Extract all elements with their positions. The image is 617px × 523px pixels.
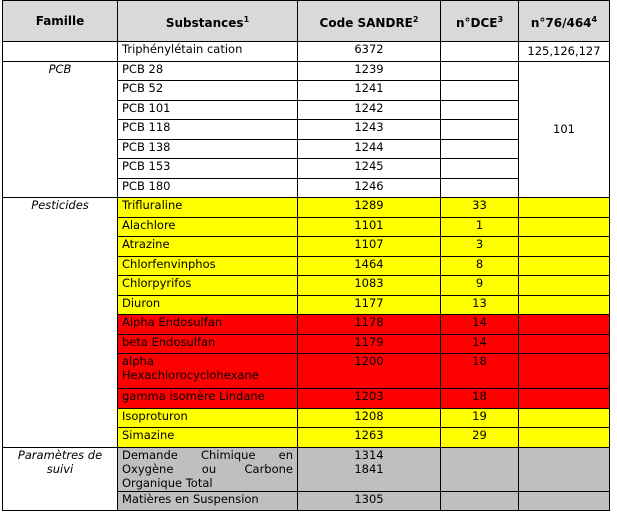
n76-pcb: 101 bbox=[519, 61, 610, 198]
header-row bbox=[3, 1, 610, 42]
table-row bbox=[3, 42, 610, 62]
n76-cell bbox=[519, 276, 610, 296]
substance-cell: PCB 138 bbox=[118, 139, 298, 159]
header-famille bbox=[3, 1, 118, 42]
header-76-label: n°76/464 bbox=[530, 15, 592, 30]
dce-cell: 29 bbox=[441, 428, 519, 448]
substance-cell: Alachlore bbox=[118, 217, 298, 237]
dce-cell bbox=[441, 61, 519, 81]
dce-cell: 14 bbox=[441, 315, 519, 335]
code-cell: 1244 bbox=[298, 139, 441, 159]
dce-cell bbox=[441, 447, 519, 491]
header-dce-note: 3 bbox=[497, 14, 504, 24]
code-cell: 1179 bbox=[298, 334, 441, 354]
code-cell: 1464 bbox=[298, 256, 441, 276]
header-76-464 bbox=[519, 1, 610, 42]
substance-cell: Chlorfenvinphos bbox=[118, 256, 298, 276]
code-cell: 1200 bbox=[298, 354, 441, 389]
n76-cell bbox=[519, 354, 610, 389]
header-dce-label: n°DCE bbox=[455, 15, 498, 30]
substance-cell: PCB 180 bbox=[118, 178, 298, 198]
code-cell: 1305 bbox=[298, 491, 441, 511]
substance-cell: PCB 153 bbox=[118, 159, 298, 179]
dce-cell: 18 bbox=[441, 354, 519, 389]
substance-line: alpha bbox=[122, 354, 154, 368]
header-code-note: 2 bbox=[412, 14, 419, 24]
header-dce bbox=[441, 1, 519, 42]
n76-cell bbox=[519, 198, 610, 218]
dce-cell: 33 bbox=[441, 198, 519, 218]
substance-line: Hexachlorocyclohexane bbox=[122, 368, 259, 382]
substance-cell: gamma isomère Lindane bbox=[118, 389, 298, 409]
code-cell: 1263 bbox=[298, 428, 441, 448]
table-row bbox=[3, 61, 610, 81]
n76-cell bbox=[519, 315, 610, 335]
n76-cell bbox=[519, 237, 610, 257]
famille-pesticides: Pesticides bbox=[3, 198, 118, 448]
dce-cell bbox=[441, 159, 519, 179]
dce-cell: 1 bbox=[441, 217, 519, 237]
substances-table bbox=[2, 0, 610, 511]
code-cell: 1246 bbox=[298, 178, 441, 198]
dce-cell bbox=[441, 100, 519, 120]
dce-cell bbox=[441, 120, 519, 140]
dce-cell: 3 bbox=[441, 237, 519, 257]
code-cell: 1177 bbox=[298, 295, 441, 315]
dce-cell bbox=[441, 178, 519, 198]
header-76-note: 4 bbox=[591, 14, 598, 24]
n76-cell bbox=[519, 389, 610, 409]
code-cell: 1289 bbox=[298, 198, 441, 218]
dce-cell: 19 bbox=[441, 408, 519, 428]
n76-cell bbox=[519, 295, 610, 315]
dce-cell: 13 bbox=[441, 295, 519, 315]
substance-cell: Alpha Endosulfan bbox=[118, 315, 298, 335]
code-cell: 1208 bbox=[298, 408, 441, 428]
substance-cell: Chlorpyrifos bbox=[118, 276, 298, 296]
code-cell: 1083 bbox=[298, 276, 441, 296]
famille-parametres-suivi: Paramètres de suivi bbox=[3, 447, 118, 511]
n76-cell bbox=[519, 256, 610, 276]
header-substances bbox=[118, 1, 298, 42]
dce-cell bbox=[441, 81, 519, 101]
code-cell: 1178 bbox=[298, 315, 441, 335]
header-substances-note: 1 bbox=[243, 14, 250, 24]
substance-cell: PCB 101 bbox=[118, 100, 298, 120]
code-cell bbox=[298, 447, 441, 491]
n76-cell bbox=[519, 447, 610, 491]
dce-cell: 18 bbox=[441, 389, 519, 409]
code-cell: 1203 bbox=[298, 389, 441, 409]
code-cell: 1239 bbox=[298, 61, 441, 81]
header-famille-label: Famille bbox=[35, 14, 85, 28]
header-substances-label: Substances bbox=[165, 15, 244, 30]
substance-cell: Atrazine bbox=[118, 237, 298, 257]
code-cell: 1101 bbox=[298, 217, 441, 237]
dce-cell: 9 bbox=[441, 276, 519, 296]
header-code-label: Code SANDRE bbox=[319, 15, 413, 30]
substance-cell: Trifluraline bbox=[118, 198, 298, 218]
code-cell: 6372 bbox=[298, 42, 441, 62]
substance-cell: Diuron bbox=[118, 295, 298, 315]
dce-cell bbox=[441, 491, 519, 511]
substance-cell: Matières en Suspension bbox=[118, 491, 298, 511]
substance-cell: Simazine bbox=[118, 428, 298, 448]
dce-cell: 8 bbox=[441, 256, 519, 276]
code-cell: 1242 bbox=[298, 100, 441, 120]
substance-cell: beta Endosulfan bbox=[118, 334, 298, 354]
substance-cell: PCB 118 bbox=[118, 120, 298, 140]
substance-cell: Triphénylétain cation bbox=[118, 42, 298, 62]
substance-cell: PCB 28 bbox=[118, 61, 298, 81]
famille-pcb: PCB bbox=[3, 61, 118, 198]
dce-cell bbox=[441, 139, 519, 159]
code-cell: 1107 bbox=[298, 237, 441, 257]
n76-cell bbox=[519, 334, 610, 354]
n76-cell: 125,126,127 bbox=[519, 42, 610, 62]
n76-cell bbox=[519, 491, 610, 511]
substance-cell: Demande Chimique en Oxygène ou Carbone Organique Total bbox=[118, 447, 298, 491]
table-row bbox=[3, 447, 610, 491]
code-cell: 1241 bbox=[298, 81, 441, 101]
code-cell: 1243 bbox=[298, 120, 441, 140]
dce-cell bbox=[441, 42, 519, 62]
n76-cell bbox=[519, 217, 610, 237]
substance-cell: Isoproturon bbox=[118, 408, 298, 428]
header-code-sandre bbox=[298, 1, 441, 42]
n76-cell bbox=[519, 428, 610, 448]
famille-cell bbox=[3, 42, 118, 62]
code-cell: 1245 bbox=[298, 159, 441, 179]
table-row bbox=[3, 198, 610, 218]
code-line: 1841 bbox=[354, 461, 384, 476]
code-line: 1314 bbox=[354, 447, 384, 462]
dce-cell: 14 bbox=[441, 334, 519, 354]
substance-cell bbox=[118, 354, 298, 389]
substance-cell: PCB 52 bbox=[118, 81, 298, 101]
n76-cell bbox=[519, 408, 610, 428]
